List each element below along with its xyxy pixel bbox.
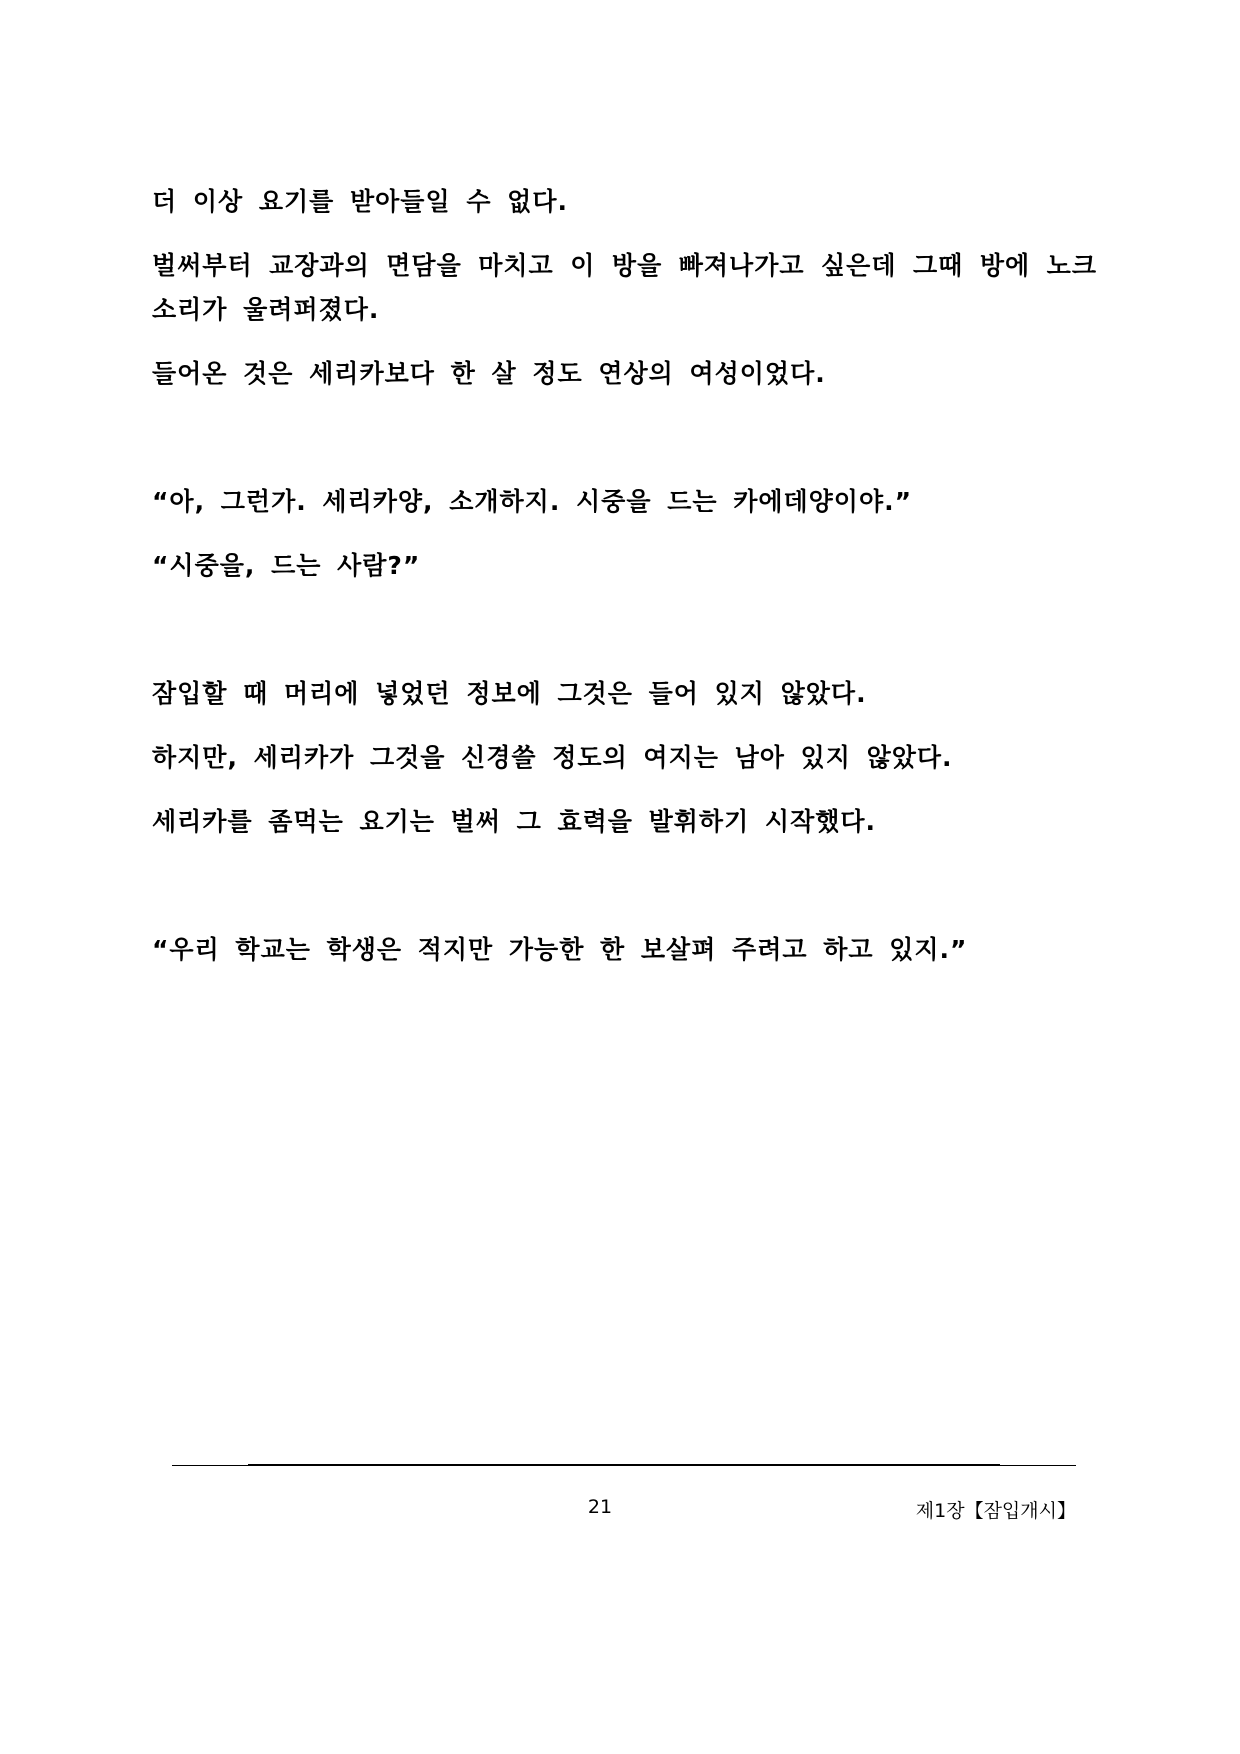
paragraph: 하지만, 세리카가 그것을 신경쓸 정도의 여지는 남아 있지 않았다. [152,743,953,772]
paragraph: 더 이상 요기를 받아들일 수 없다. [152,187,568,216]
paragraph: 들어온 것은 세리카보다 한 살 정도 연상의 여성이었다. [152,359,826,388]
dialogue-line: “시중을, 드는 사람?” [152,551,421,580]
dialogue-line: “우리 학교는 학생은 적지만 가능한 한 보살펴 주려고 하고 있지.” [152,935,968,964]
body-text [152,180,1097,992]
paragraph-gap [152,608,1097,672]
paragraph-gap [152,416,1097,480]
footer-rule-accent [248,1464,1000,1466]
dialogue-line: “아, 그런가. 세리카양, 소개하지. 시중을 드는 카에데양이야.” [152,487,913,516]
chapter-title: 제1장【잠입개시】 [915,1500,1076,1522]
paragraph: 잠입할 때 머리에 넣었던 정보에 그것은 들어 있지 않았다. [152,679,867,708]
paragraph: 벌써부터 교장과의 면담을 마치고 이 방을 빠져나가고 싶은데 그때 방에 노크 소리가 울려퍼졌다. [152,251,1097,324]
paragraph-gap [152,864,1097,928]
page-number: 21 [587,1496,613,1518]
paragraph: 세리카를 좀먹는 요기는 벌써 그 효력을 발휘하기 시작했다. [152,807,877,836]
